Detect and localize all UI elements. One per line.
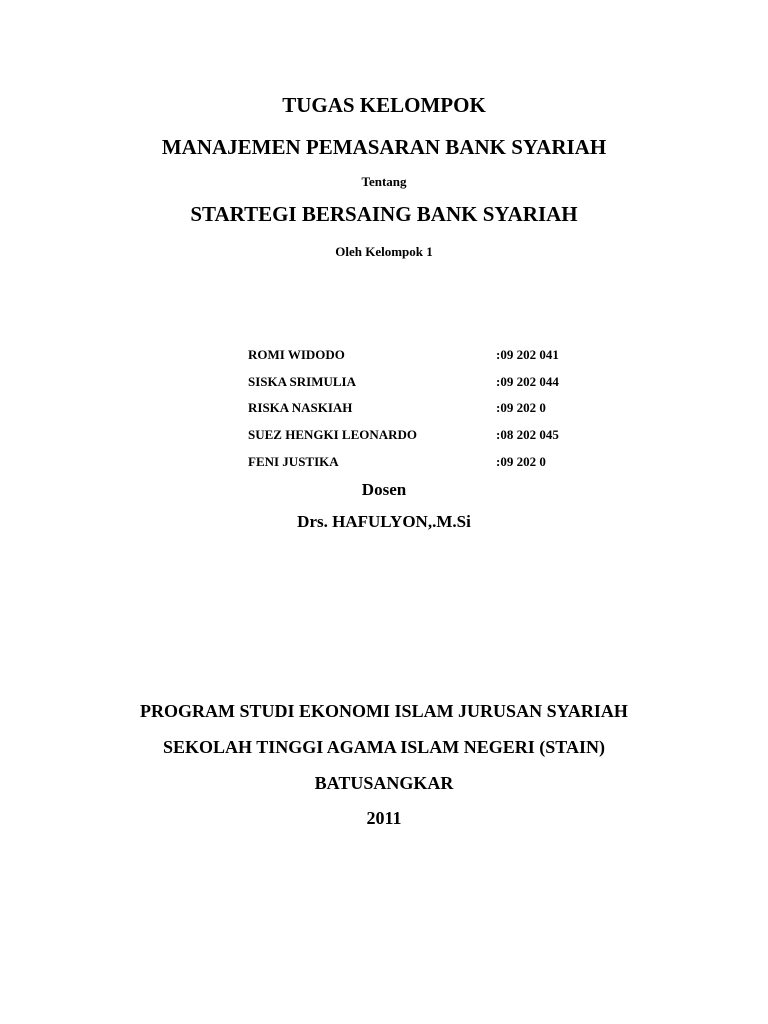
member-row — [248, 347, 648, 367]
member-name: SUEZ HENGKI LEONARDO — [248, 427, 418, 442]
course-title: MANAJEMEN PEMASARAN BANK SYARIAH — [161, 135, 607, 159]
member-name: FENI JUSTIKA — [248, 454, 339, 469]
member-row — [248, 374, 648, 394]
member-name: RISKA NASKIAH — [248, 400, 353, 415]
about-label: Tentang — [361, 174, 407, 189]
document-year: 2011 — [366, 808, 402, 828]
institution-program: PROGRAM STUDI EKONOMI ISLAM JURUSAN SYARIAH — [140, 701, 628, 721]
member-nim: :09 202 0 — [496, 400, 546, 415]
group-label: Oleh Kelompok 1 — [335, 244, 433, 259]
member-row — [248, 427, 648, 447]
lecturer-name: Drs. HAFULYON,.M.Si — [297, 512, 471, 531]
institution-city: BATUSANGKAR — [314, 773, 454, 793]
member-name: SISKA SRIMULIA — [248, 374, 357, 389]
member-nim: :09 202 0 — [496, 454, 546, 469]
member-nim: :09 202 044 — [496, 374, 559, 389]
member-name: ROMI WIDODO — [248, 347, 345, 362]
topic-title: STARTEGI BERSAING BANK SYARIAH — [190, 202, 578, 226]
institution-name: SEKOLAH TINGGI AGAMA ISLAM NEGERI (STAIN) — [163, 737, 605, 757]
lecturer-label: Dosen — [361, 480, 407, 499]
member-row — [248, 400, 648, 420]
assignment-title: TUGAS KELOMPOK — [282, 93, 486, 117]
member-nim: :09 202 041 — [496, 347, 559, 362]
member-nim: :08 202 045 — [496, 427, 559, 442]
member-row — [248, 454, 648, 474]
